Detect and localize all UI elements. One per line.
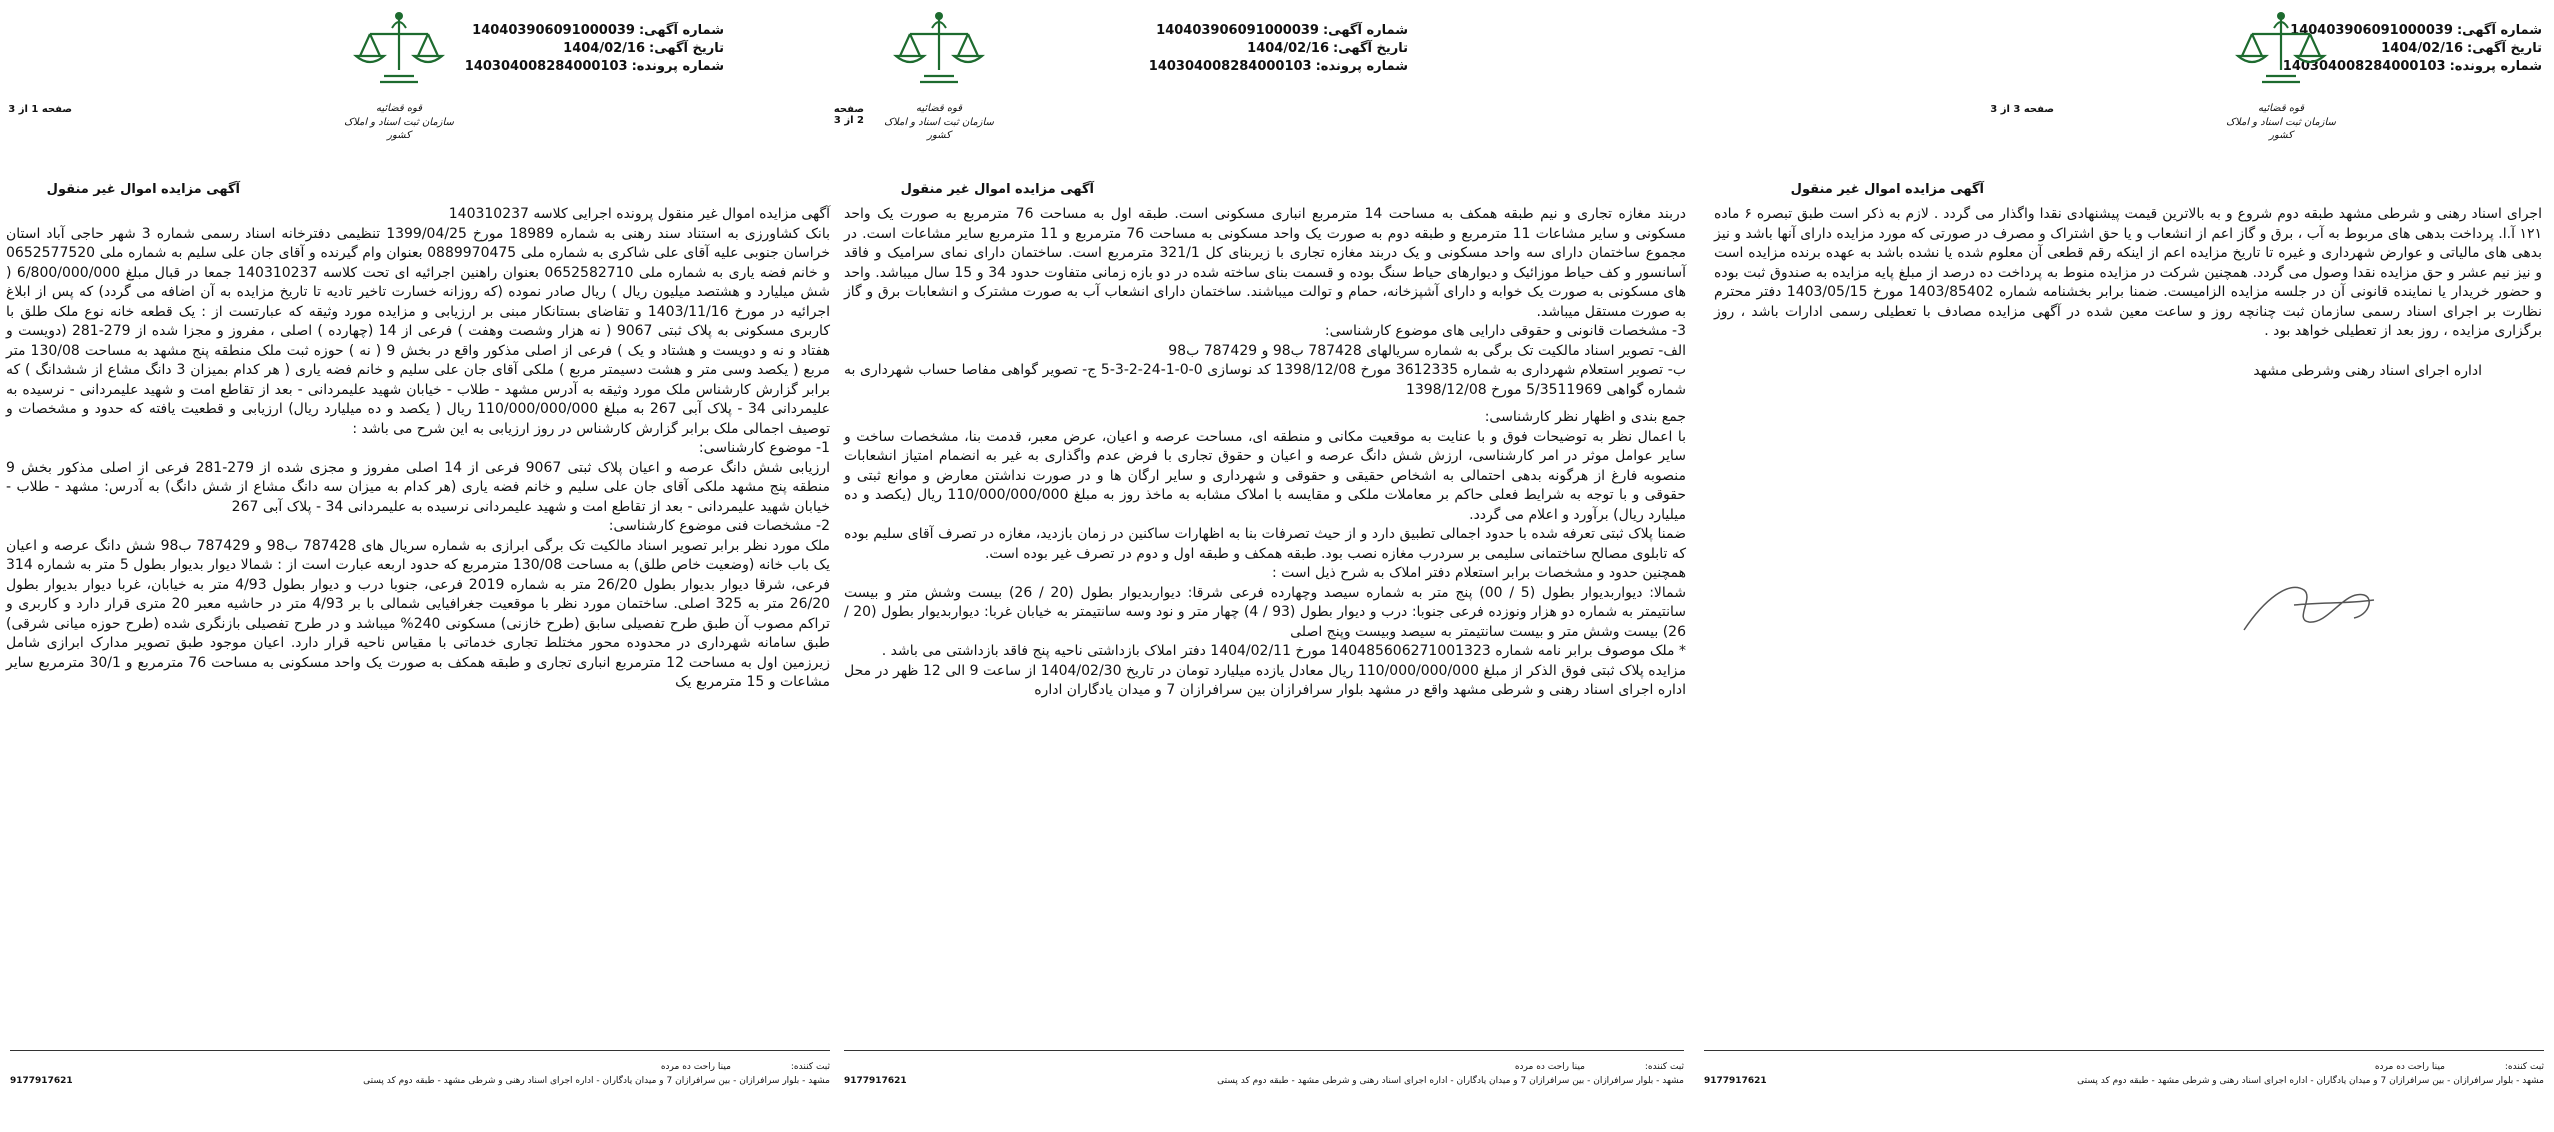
footer-postal-code: 9177917621 — [1704, 1076, 1767, 1086]
notice-date: 1404/02/16 — [563, 41, 646, 56]
footer-address: مشهد - بلوار سرافرازان - بین سرافرازان 7 و میدان یادگاران - اداره اجرای اسناد رهنی و شرطی مشهد - طبقه دوم کد پستی — [2077, 1076, 2544, 1086]
notice-page-2 — [833, 0, 1694, 1132]
footer — [10, 1060, 830, 1088]
registered-by-label: ثبت کننده: — [2504, 1062, 2544, 1072]
page-number: صفحه 2 از 3 — [833, 104, 864, 126]
footer — [1704, 1060, 2544, 1088]
scales-of-justice-icon — [340, 8, 458, 104]
judiciary-emblem — [880, 8, 998, 148]
notice-number: 140403906091000039 — [2290, 23, 2453, 38]
notice-body — [6, 205, 830, 693]
registered-by: مینا راحت ده مرده — [2374, 1062, 2445, 1072]
notice-body — [844, 205, 1686, 701]
paragraph: ب- تصویر استعلام شهرداری به شماره 3612335 مورخ 1398/12/08 کد نوسازی 0-0-1-24-2-3-5 ج- تصویر گواهی مفاصا حساب شهرداری به شماره گواهی 5/3511969 مورخ 1398/12/08 — [844, 362, 1686, 398]
judiciary-emblem — [340, 8, 458, 148]
footer — [844, 1060, 1684, 1088]
paragraph: الف- تصویر اسناد مالکیت تک برگی به شماره سریالهای 787428 ب98 و 787429 ب98 — [1168, 342, 1686, 359]
case-number: 140304008284000103 — [1148, 59, 1312, 74]
registered-by: مینا راحت ده مرده — [1514, 1062, 1585, 1072]
paragraph: همچنین حدود و مشخصات برابر استعلام دفتر املاک به شرح ذیل است : — [1271, 565, 1686, 581]
case-heading: آگهی مزایده اموال غیر منقول پرونده اجرایی کلاسه 140310237 — [448, 206, 830, 222]
judiciary-name: قوه قضائیه — [375, 103, 423, 114]
notice-body — [1714, 205, 2542, 381]
case-number: 140304008284000103 — [2282, 59, 2446, 74]
notice-number: 140403906091000039 — [472, 23, 635, 38]
page-number: صفحه 1 از 3 — [8, 104, 72, 115]
section-heading: 3- مشخصات قانونی و حقوقی دارایی های موضوع کارشناسی: — [1324, 323, 1686, 339]
footer-postal-code: 9177917621 — [10, 1076, 73, 1086]
paragraph: شمالا: دیواربدیوار بطول (5 / 00) پنج متر به شماره سیصد وچهارده فرعی شرقا: دیواربدیوار بطول (20 / 26) بیست وشش متر و بیست سانتیمتر به شماره دو هزار ونوزده فرعی جنوبا: درب و دیوار بطول (93 / 4) چهار متر و نود وسه سانتیمتر به خیابان غربا: دیواربدیوار بطول (20 / 26) بیست وشش متر و بیست سانتیمتر به سیصد وبیست وپنج اصلی — [844, 584, 1686, 640]
case-number-label: شماره پرونده: — [631, 59, 724, 74]
judiciary-name: قوه قضائیه — [915, 103, 963, 114]
judiciary-name: قوه قضائیه — [2257, 103, 2305, 114]
scales-of-justice-icon — [880, 8, 998, 104]
notice-number-label: شماره آگهی: — [638, 23, 724, 38]
paragraph: دربند مغازه تجاری و نیم طبقه همکف به مساحت 14 مترمربع انباری مسکونی است. طبقه اول به مساحت 76 مترمربع به صورت یک واحد مسکونی و سایر مشاعات 11 مترمربع و طبقه دوم به صورت یک واحد مسکونی به مساحت 76 مترمربع و 11 مترمربع سایر مشاعات است. در مجموع ساختمان دارای سه واحد مسکونی و یک دربند مغازه تجاری با زیربنای کل 321/1 مترمربع است. ساختمان دارای نمای سرامیک و فاقد آسانسور و کف حیاط موزائیک و دیوارهای حیاط سنگ بوده و قسمت بنای ساخته شده در دو بازه زمانی متفاوت حدود 34 و 15 سال میباشد. واحد های مسکونی به صورت یک خوابه و دارای آشپزخانه، حمام و توالت میباشند. ساختمان دارای انشعاب آب به صورت مشترک و انشعابات برق و گاز به صورت مستقل میباشد. — [844, 206, 1686, 320]
notice-date-label: تاریخ آگهی: — [649, 41, 724, 56]
notice-meta — [465, 22, 724, 76]
paragraph: با اعمال نظر به توضیحات فوق و با عنایت به موقعیت مکانی و منطقه ای، مساحت عرصه و اعیان، عرض معبر، قدمت بنا، مشخصات ساخت و سایر عوامل موثر در امر کارشناسی، ارزش شش دانگ عرصه و اعیان و حقوق تجاری با فرض عدم واگذاری به غیر به انضمام امتیاز انشعابات منصوبه فارغ از هرگونه بدهی احتمالی به اشخاص حقیقی و حقوقی و شهرداری و سایر ارگان ها و در صورت نداشتن معارض و موانع ثبتی و حقوقی و با توجه به شرایط فعلی حاکم بر معاملات ملکی و مقایسه با املاک مشابه به ماخذ روز به مبلغ 110/000/000/000 ریال (یکصد و ده میلیارد ریال) برآورد و اعلام می گردد. — [844, 428, 1686, 523]
org-name: سازمان ثبت اسناد و املاک کشور — [2226, 117, 2336, 141]
paragraph: ضمنا پلاک ثبتی تعرفه شده با حدود اجمالی تطبیق دارد و از حیث تصرفات بنا به اظهارات ساکنین در زمان بازدید، مغازه در تصرف آقای سلیم بوده که تابلوی مصالح ساختمانی سلیمی بر سردرب مغازه نصب بود. طبقه همکف و طبقه اول و دوم در تصرف غیر بوده است. — [844, 526, 1686, 562]
scales-of-justice-icon — [2222, 8, 2340, 104]
spacer — [844, 400, 1686, 408]
section-heading: جمع بندی و اظهار نظر کارشناسی: — [1484, 409, 1686, 425]
paragraph: ارزیابی شش دانگ عرصه و اعیان پلاک ثبتی 9067 فرعی از 14 اصلی مفروز و مجزی شده از 279-281 فرعی از اصلی مذکور بخش 9 منطقه پنج مشهد ملکی آقای جان علی سلیم و خانم فضه یاری (هر کدام به میزان سه دانگ مشاع از شش دانگ) به آدرس: مشهد - طلاب - خیابان شهید علیمردانی - بعد از تقاطع امت و شهید علیمردانی نرسیده به علیمردانی 34 - پلاک آبی 267 — [6, 459, 830, 515]
registered-by-label: ثبت کننده: — [1644, 1062, 1684, 1072]
notice-page-1 — [0, 0, 840, 1132]
notice-number: 140403906091000039 — [1156, 23, 1319, 38]
paragraph: اجرای اسناد رهنی و شرطی مشهد طبقه دوم شروع و به بالاترین قیمت پیشنهادی نقدا واگذار می گردد . لازم به ذکر است طبق تبصره ۶ ماده ۱۲۱ آ.ا. پرداخت بدهی های مربوط به آب ، برق و گاز اعم از انشعاب و یا حق اشتراک و مصرف در صورتی که مورد مزایده دارای آنها باشد و نیز بدهی های مالیاتی و عوارض شهرداری و غیره تا تاریخ مزایده اعم از اینکه رقم قطعی آن معلوم شده یا نشده باشد به عهده برنده مزایده است و نیز نیم عشر و حق مزایده نقدا وصول می گردد. همچنین شرکت در مزایده منوط به پرداخت ده درصد از مبلغ پایه مزایده به صندوق ثبت بوده و حضور خریدار یا نماینده قانونی آن در جلسه مزایده الزامیست. ضمنا برابر بخشنامه شماره 1403/85402 مورخ 1403/05/15 دفتر محترم نظارت بر اجرای اسناد رسمی سازمان ثبت چنانچه روز و ساعت معین شده در آگهی مزایده مصادف با تعطیلی رسمی ادارات باشد ، روز برگزاری مزایده ، روز بعد از تعطیلی خواهد بود . — [1714, 206, 2542, 339]
footer-address: مشهد - بلوار سرافرازان - بین سرافرازان 7 و میدان یادگاران - اداره اجرای اسناد رهنی و شرطی مشهد - طبقه دوم کد پستی — [1217, 1076, 1684, 1086]
judiciary-emblem — [2222, 8, 2340, 148]
paragraph: * ملک موصوف برابر نامه شماره 140485606271001323 مورخ 1404/02/11 دفتر املاک بازداشتی ناحیه پنج فاقد بازداشتی می باشد . — [881, 643, 1686, 659]
registered-by-label: ثبت کننده: — [790, 1062, 830, 1072]
notice-date-label: تاریخ آگهی: — [1333, 41, 1408, 56]
case-number: 140304008284000103 — [464, 59, 628, 74]
paragraph: ملک مورد نظر برابر تصویر اسناد مالکیت تک برگی ابرازی به شماره سریال های 787428 ب98 و 787429 ب98 شش دانگ عرصه و اعیان یک باب خانه (وضعیت خاص طلق) به مساحت 130/08 مترمربع که حدود اربعه عبارت است از : شمالا دیوار بدیوار بطول 5 متر به شماره 314 فرعی، شرقا دیوار بدیوار بطول 26/20 متر به شماره 2019 فرعی، جنوبا درب و دیوار بطول 4/93 متر به خیابان، غربا دیوار بدیوار بطول 26/20 متر به 325 اصلی. ساختمان مورد نظر با موقعیت جغرافیایی شمالی با بر 4/93 متر در حاشیه معبر 20 متری قرار دارد و کاربری و تراکم مصوب آن طبق طرح تفصیلی سابق (طرح خازنی) مسکونی 240% میباشد و در طرح تفصیلی بازنگری شده (طرح حوزه میانی شرقی) طبق سامانه شهرداری در محدوده محور مختلط تجاری خدماتی با مقیاس ناحیه قرار دارد. اعیان موجود طبق تصویر مدارک ابرازی شامل زیرزمین اول به مساحت 12 مترمربع انباری تجاری و طبقه همکف به صورت یک واحد مسکونی به مساحت 76 مترمربع و 30/1 مترمربع سایر مشاعات و 15 مترمربع یک — [6, 537, 831, 690]
org-name: سازمان ثبت اسناد و املاک کشور — [884, 117, 994, 141]
footer-divider — [10, 1050, 830, 1051]
case-number-label: شماره پرونده: — [1315, 59, 1408, 74]
notice-meta — [1149, 22, 1408, 76]
notice-date-label: تاریخ آگهی: — [2467, 41, 2542, 56]
page-number: صفحه 3 از 3 — [1990, 104, 2054, 115]
notice-title: آگهی مزایده اموال غیر منقول — [1790, 182, 1984, 197]
footer-postal-code: 9177917621 — [844, 1076, 907, 1086]
section-heading: 2- مشخصات فنی موضوع کارشناسی: — [608, 518, 830, 534]
notice-title: آگهی مزایده اموال غیر منقول — [900, 182, 1094, 197]
section-heading: 1- موضوع کارشناسی: — [698, 440, 830, 456]
footer-divider — [1704, 1050, 2544, 1051]
paragraph: مزایده پلاک ثبتی فوق الذکر از مبلغ 110/000/000/000 ریال معادل یازده میلیارد تومان در تاریخ 1404/02/30 از ساعت 9 الی 12 ظهر در محل اداره اجرای اسناد رهنی و شرطی مشهد واقع در مشهد بلوار سرافرازان بین سرافرازان 7 و میدان یادگاران اداره — [844, 662, 1686, 698]
case-number-label: شماره پرونده: — [2449, 59, 2542, 74]
notice-date: 1404/02/16 — [1247, 41, 1330, 56]
notice-page-3 — [1694, 0, 2554, 1132]
notice-number-label: شماره آگهی: — [1322, 23, 1408, 38]
office-name: اداره اجرای اسناد رهنی وشرطی مشهد — [2253, 362, 2482, 379]
paragraph: بانک کشاورزی به استناد سند رهنی به شماره 18989 مورخ 1399/04/25 تنظیمی دفترخانه اسناد رسمی شماره 3 شهر حاجی آباد استان خراسان جنوبی علیه آقای علی شاکری به شماره ملی 0889970475 بعنوان وام گیرنده و آقای جان علی سلیم به شماره ملی 0652577520 و خانم فضه یاری به شماره ملی 0652582710 بعنوان راهنین اجرائیه ای تحت کلاسه 140310237 جمعا در قبال مبلغ 6/800/000/000 ( شش میلیارد و هشتصد میلیون ریال ) ریال صادر نموده (که روزانه خسارت تاخیر تادیه تا تاریخ مزایده به آن اضافه می گردد) که پس از ابلاغ اجرائیه در مورخ 1403/11/16 و تقاضای بستانکار مبنی بر ارزیابی و مزایده مورد وثیقه که عبارتست از : یک قطعه خانه نوع ملک طلق با کاربری مسکونی به پلاک ثبتی 9067 ( نه هزار وشصت وهفت ) فرعی از 14 (چهارده ) اصلی ، مفروز و مجزا شده از 279-281 (دویست و هفتاد و نه و دویست و هشتاد و یک ) فرعی از اصلی مذکور واقع در بخش 9 ( نه ) حوزه ثبت ملک منطقه پنج مشهد به مساحت 130/08 متر مربع ( یکصد وسی متر و هشت دسیمتر مربع ) ملکی آقای جان علی سلیم و خانم فضه یاری ( هر کدام بمیزان 3 دانگ مشاع از ششدانگ ) که برابر گزارش کارشناس ملک مورد وثیقه به آدرس مشهد - طلاب - خیابان شهید علیمردانی - بعد از تقاطع امت و شهید علیمردانی - نرسیده به علیمردانی 34 - پلاک آبی 267 به مبلغ 110/000/000/000 ریال ( یکصد و ده میلیارد ریال) ارزیابی و قطعیت یافته که حدود و مشخصات و توصیف اجمالی ملک برابر گزارش کارشناس در روز ارزیابی به این شرح می باشد : — [6, 225, 831, 437]
registered-by: مینا راحت ده مرده — [660, 1062, 731, 1072]
org-name: سازمان ثبت اسناد و املاک کشور — [344, 117, 454, 141]
footer-divider — [844, 1050, 1684, 1051]
footer-address: مشهد - بلوار سرافرازان - بین سرافرازان 7 و میدان یادگاران - اداره اجرای اسناد رهنی و شرطی مشهد - طبقه دوم کد پستی — [363, 1076, 830, 1086]
notice-title: آگهی مزایده اموال غیر منقول — [46, 182, 240, 197]
handwritten-signature — [2234, 560, 2384, 650]
notice-date: 1404/02/16 — [2381, 41, 2464, 56]
notice-number-label: شماره آگهی: — [2456, 23, 2542, 38]
